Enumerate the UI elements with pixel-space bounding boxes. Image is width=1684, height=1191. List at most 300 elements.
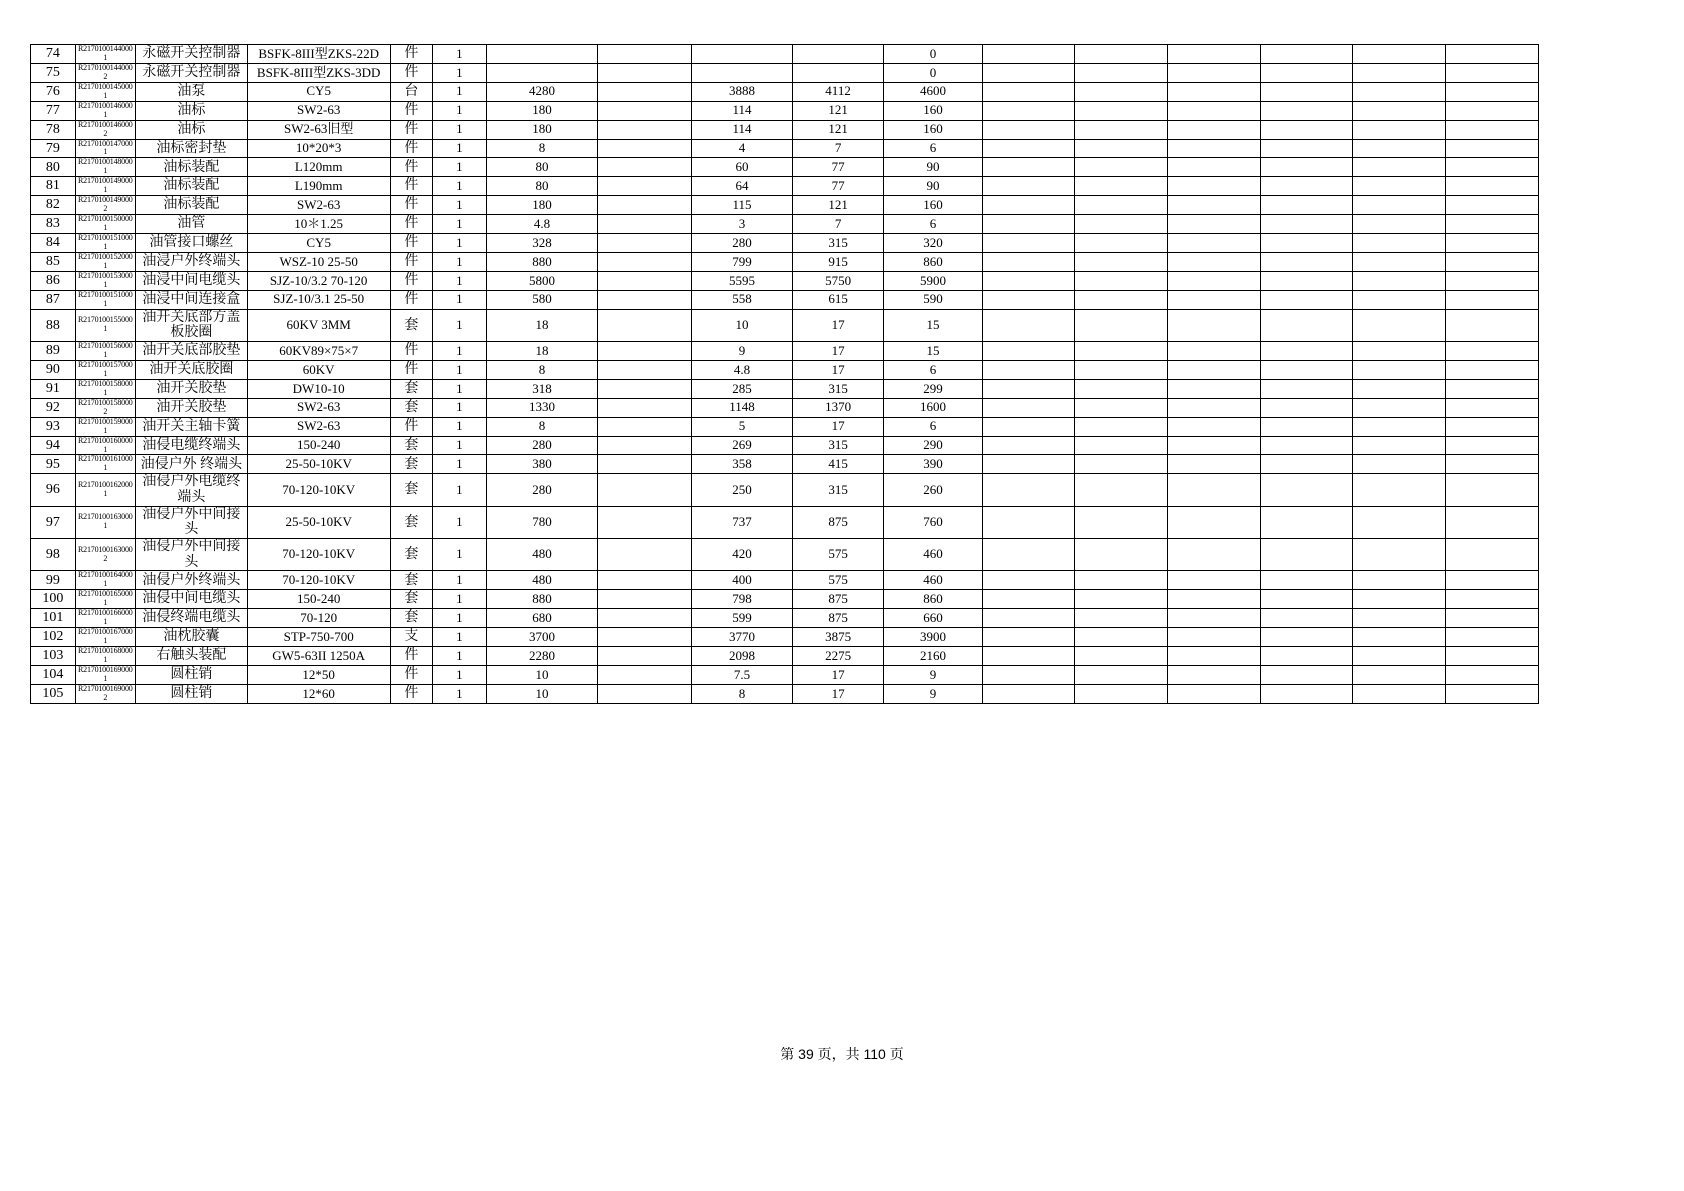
table-row [31,628,1539,647]
cell-name: 永磁开关控制器 [135,63,247,82]
cell-qty: 1 [433,45,487,64]
cell-spec: 60KV 3MM [247,309,390,341]
cell-name: 油管 [135,215,247,234]
cell-price-3: 5 [692,417,793,436]
cell-code: R21701001690001 [75,665,135,684]
cell-price-2 [598,196,692,215]
cell-qty: 1 [433,215,487,234]
table-row [31,398,1539,417]
cell-blank [1260,360,1353,379]
cell-price-2 [598,158,692,177]
cell-price-5: 3900 [884,628,982,647]
cell-index: 93 [31,417,76,436]
cell-qty: 1 [433,417,487,436]
table-row [31,609,1539,628]
cell-price-2 [598,455,692,474]
cell-blank [1353,379,1446,398]
cell-blank [1260,647,1353,666]
cell-unit: 件 [390,196,432,215]
cell-price-5: 1600 [884,398,982,417]
cell-price-4: 315 [792,474,884,506]
cell-blank [982,158,1075,177]
cell-price-3: 9 [692,342,793,361]
cell-qty: 1 [433,665,487,684]
cell-index: 92 [31,398,76,417]
cell-price-5: 15 [884,342,982,361]
cell-price-3: 400 [692,571,793,590]
cell-qty: 1 [433,271,487,290]
cell-price-5: 9 [884,684,982,703]
cell-blank [982,628,1075,647]
cell-price-2 [598,647,692,666]
cell-index: 103 [31,647,76,666]
cell-blank [1353,609,1446,628]
cell-name: 圆柱销 [135,684,247,703]
cell-code: R21701001600001 [75,436,135,455]
cell-name: 油侵电缆终端头 [135,436,247,455]
cell-blank [1353,398,1446,417]
table-row [31,342,1539,361]
cell-price-2 [598,82,692,101]
cell-price-1: 80 [486,177,598,196]
cell-blank [1260,417,1353,436]
cell-code: R21701001580001 [75,379,135,398]
cell-blank [1353,120,1446,139]
cell-spec: CY5 [247,82,390,101]
cell-blank [982,63,1075,82]
cell-price-3: 250 [692,474,793,506]
cell-price-4: 17 [792,360,884,379]
cell-blank [1075,342,1168,361]
cell-spec: 25-50-10KV [247,455,390,474]
table-row [31,196,1539,215]
cell-price-4: 315 [792,379,884,398]
cell-name: 永磁开关控制器 [135,45,247,64]
price-table-container [30,44,1539,704]
cell-unit: 套 [390,539,432,571]
cell-price-3: 3770 [692,628,793,647]
cell-unit: 套 [390,506,432,538]
cell-code: R21701001460001 [75,101,135,120]
cell-blank [1260,342,1353,361]
cell-blank [1446,63,1539,82]
cell-price-2 [598,379,692,398]
cell-blank [1075,665,1168,684]
cell-unit: 台 [390,82,432,101]
cell-qty: 1 [433,63,487,82]
cell-blank [1168,455,1261,474]
cell-blank [1260,101,1353,120]
cell-price-1: 380 [486,455,598,474]
cell-price-4: 875 [792,506,884,538]
cell-blank [1353,417,1446,436]
cell-code: R21701001440001 [75,45,135,64]
cell-code: R21701001680001 [75,647,135,666]
cell-unit: 套 [390,474,432,506]
cell-blank [1075,45,1168,64]
cell-blank [1446,101,1539,120]
cell-price-5: 4600 [884,82,982,101]
cell-price-4: 121 [792,101,884,120]
cell-blank [982,474,1075,506]
cell-price-5: 2160 [884,647,982,666]
cell-blank [1168,234,1261,253]
cell-name: 油侵户外终端头 [135,571,247,590]
cell-name: 油标 [135,120,247,139]
cell-blank [1353,360,1446,379]
cell-unit: 件 [390,63,432,82]
price-table [30,44,1539,704]
cell-price-2 [598,177,692,196]
table-row [31,455,1539,474]
cell-price-1: 18 [486,309,598,341]
cell-blank [1353,63,1446,82]
cell-price-3: 1148 [692,398,793,417]
cell-price-3: 3888 [692,82,793,101]
cell-name: 油开关胶垫 [135,398,247,417]
cell-price-1: 18 [486,342,598,361]
cell-blank [1075,196,1168,215]
cell-index: 91 [31,379,76,398]
cell-name: 油标装配 [135,177,247,196]
cell-blank [982,139,1075,158]
cell-blank [1168,290,1261,309]
cell-index: 87 [31,290,76,309]
cell-blank [1075,120,1168,139]
cell-blank [982,647,1075,666]
cell-price-5: 460 [884,571,982,590]
cell-spec: L120mm [247,158,390,177]
cell-spec: L190mm [247,177,390,196]
cell-spec: SJZ-10/3.1 25-50 [247,290,390,309]
cell-blank [1168,506,1261,538]
cell-blank [982,436,1075,455]
cell-price-5: 0 [884,45,982,64]
cell-blank [982,234,1075,253]
cell-blank [1168,665,1261,684]
cell-price-3: 798 [692,590,793,609]
cell-price-1: 8 [486,417,598,436]
cell-name: 油浸中间电缆头 [135,271,247,290]
cell-blank [1075,539,1168,571]
cell-blank [1075,271,1168,290]
cell-blank [982,379,1075,398]
cell-unit: 件 [390,417,432,436]
cell-blank [1446,177,1539,196]
cell-blank [1446,120,1539,139]
cell-code: R21701001580002 [75,398,135,417]
cell-qty: 1 [433,571,487,590]
cell-price-5: 5900 [884,271,982,290]
cell-name: 油侵户外 终端头 [135,455,247,474]
cell-price-4: 17 [792,342,884,361]
cell-price-2 [598,234,692,253]
cell-blank [982,665,1075,684]
cell-blank [1260,82,1353,101]
cell-blank [1446,628,1539,647]
cell-blank [1168,609,1261,628]
cell-blank [1446,647,1539,666]
cell-blank [1168,196,1261,215]
cell-qty: 1 [433,474,487,506]
cell-spec: SJZ-10/3.2 70-120 [247,271,390,290]
cell-price-2 [598,290,692,309]
table-row [31,647,1539,666]
cell-blank [1168,63,1261,82]
cell-blank [1075,436,1168,455]
cell-blank [1075,506,1168,538]
cell-blank [1168,139,1261,158]
cell-name: 圆柱销 [135,665,247,684]
cell-name: 油开关底部方盖板胶圈 [135,309,247,341]
cell-price-3: 2098 [692,647,793,666]
cell-price-4: 77 [792,177,884,196]
cell-blank [1353,506,1446,538]
cell-blank [1446,684,1539,703]
cell-price-3: 269 [692,436,793,455]
cell-blank [1075,82,1168,101]
cell-name: 油泵 [135,82,247,101]
cell-spec: 70-120-10KV [247,571,390,590]
cell-blank [1168,436,1261,455]
cell-price-3: 3 [692,215,793,234]
cell-price-4: 615 [792,290,884,309]
cell-blank [982,609,1075,628]
cell-blank [1168,82,1261,101]
table-row [31,177,1539,196]
cell-name: 油侵户外电缆终端头 [135,474,247,506]
cell-code: R21701001500001 [75,215,135,234]
cell-blank [1075,398,1168,417]
cell-unit: 套 [390,590,432,609]
cell-qty: 1 [433,158,487,177]
cell-qty: 1 [433,609,487,628]
cell-price-2 [598,684,692,703]
cell-blank [982,215,1075,234]
cell-qty: 1 [433,455,487,474]
cell-price-2 [598,665,692,684]
cell-price-1 [486,45,598,64]
cell-code: R21701001590001 [75,417,135,436]
cell-name: 油标装配 [135,196,247,215]
cell-blank [1260,215,1353,234]
cell-price-1: 180 [486,101,598,120]
cell-price-1: 328 [486,234,598,253]
cell-blank [1446,309,1539,341]
cell-code: R21701001610001 [75,455,135,474]
cell-price-2 [598,252,692,271]
cell-index: 78 [31,120,76,139]
cell-blank [1168,101,1261,120]
cell-blank [1353,196,1446,215]
cell-blank [982,417,1075,436]
table-row [31,120,1539,139]
cell-code: R21701001490002 [75,196,135,215]
cell-price-3: 285 [692,379,793,398]
cell-code: R21701001530001 [75,271,135,290]
cell-blank [1168,215,1261,234]
cell-price-1: 5800 [486,271,598,290]
cell-price-3 [692,45,793,64]
cell-blank [1353,45,1446,64]
cell-price-2 [598,45,692,64]
cell-price-1: 480 [486,571,598,590]
cell-blank [1168,539,1261,571]
cell-blank [1260,290,1353,309]
cell-index: 101 [31,609,76,628]
table-row [31,571,1539,590]
cell-blank [1260,379,1353,398]
cell-spec: SW2-63 [247,398,390,417]
table-row [31,82,1539,101]
cell-blank [1353,647,1446,666]
cell-blank [1168,379,1261,398]
cell-price-5: 6 [884,360,982,379]
cell-index: 90 [31,360,76,379]
cell-blank [1168,684,1261,703]
cell-spec: 70-120-10KV [247,474,390,506]
cell-blank [1446,45,1539,64]
cell-qty: 1 [433,139,487,158]
cell-price-2 [598,120,692,139]
cell-price-2 [598,609,692,628]
cell-blank [1353,234,1446,253]
cell-qty: 1 [433,290,487,309]
cell-code: R21701001510001 [75,290,135,309]
cell-code: R21701001650001 [75,590,135,609]
cell-price-1: 80 [486,158,598,177]
cell-blank [1446,342,1539,361]
cell-blank [1446,379,1539,398]
cell-unit: 支 [390,628,432,647]
cell-blank [982,360,1075,379]
cell-blank [1075,290,1168,309]
cell-blank [1260,539,1353,571]
cell-qty: 1 [433,82,487,101]
cell-code: R21701001660001 [75,609,135,628]
cell-qty: 1 [433,684,487,703]
cell-price-2 [598,417,692,436]
cell-name: 油枕胶囊 [135,628,247,647]
cell-price-3: 799 [692,252,793,271]
cell-unit: 件 [390,360,432,379]
footer-text: 第 39 页，共 110 页 [780,1046,904,1062]
table-row [31,101,1539,120]
cell-name: 油标装配 [135,158,247,177]
cell-price-1: 880 [486,252,598,271]
cell-price-1: 880 [486,590,598,609]
cell-blank [1260,63,1353,82]
cell-blank [1446,506,1539,538]
cell-price-5: 760 [884,506,982,538]
cell-blank [1075,628,1168,647]
cell-code: R21701001450001 [75,82,135,101]
cell-price-3: 737 [692,506,793,538]
cell-spec: 60KV89×75×7 [247,342,390,361]
cell-name: 右触头装配 [135,647,247,666]
cell-blank [1260,628,1353,647]
cell-name: 油开关主轴卡簧 [135,417,247,436]
cell-unit: 件 [390,158,432,177]
cell-index: 98 [31,539,76,571]
cell-price-5: 860 [884,252,982,271]
cell-price-5: 15 [884,309,982,341]
cell-price-3: 358 [692,455,793,474]
cell-index: 74 [31,45,76,64]
cell-price-4: 77 [792,158,884,177]
cell-blank [1446,290,1539,309]
cell-unit: 件 [390,271,432,290]
cell-price-2 [598,215,692,234]
cell-price-1: 8 [486,139,598,158]
cell-price-1: 280 [486,436,598,455]
cell-price-3: 420 [692,539,793,571]
cell-index: 84 [31,234,76,253]
cell-blank [1168,398,1261,417]
table-row [31,665,1539,684]
cell-blank [1353,139,1446,158]
cell-price-1: 318 [486,379,598,398]
cell-index: 77 [31,101,76,120]
cell-unit: 件 [390,139,432,158]
cell-spec: 25-50-10KV [247,506,390,538]
cell-price-5: 299 [884,379,982,398]
cell-index: 86 [31,271,76,290]
cell-price-5: 90 [884,158,982,177]
cell-spec: GW5-63II 1250A [247,647,390,666]
table-row [31,215,1539,234]
cell-blank [982,309,1075,341]
cell-unit: 件 [390,101,432,120]
cell-blank [982,45,1075,64]
cell-spec: 70-120 [247,609,390,628]
cell-price-5: 6 [884,139,982,158]
cell-blank [1075,139,1168,158]
cell-spec: SW2-63 [247,101,390,120]
cell-code: R21701001490001 [75,177,135,196]
cell-blank [1353,665,1446,684]
cell-price-1: 4280 [486,82,598,101]
cell-unit: 套 [390,309,432,341]
cell-price-3: 115 [692,196,793,215]
cell-spec: SW2-63 [247,417,390,436]
cell-unit: 套 [390,398,432,417]
cell-blank [1446,571,1539,590]
cell-code: R21701001550001 [75,309,135,341]
cell-blank [1075,215,1168,234]
page-footer [0,1044,1684,1064]
cell-name: 油开关底胶圈 [135,360,247,379]
cell-blank [1075,234,1168,253]
cell-price-3 [692,63,793,82]
cell-price-2 [598,271,692,290]
cell-qty: 1 [433,379,487,398]
table-row [31,506,1539,538]
cell-blank [982,342,1075,361]
cell-blank [982,590,1075,609]
cell-code: R21701001620001 [75,474,135,506]
cell-price-5: 160 [884,120,982,139]
cell-price-2 [598,506,692,538]
cell-code: R21701001480001 [75,158,135,177]
cell-blank [982,120,1075,139]
cell-blank [1075,684,1168,703]
cell-blank [1446,158,1539,177]
cell-blank [1075,63,1168,82]
table-row [31,252,1539,271]
cell-index: 88 [31,309,76,341]
cell-index: 94 [31,436,76,455]
